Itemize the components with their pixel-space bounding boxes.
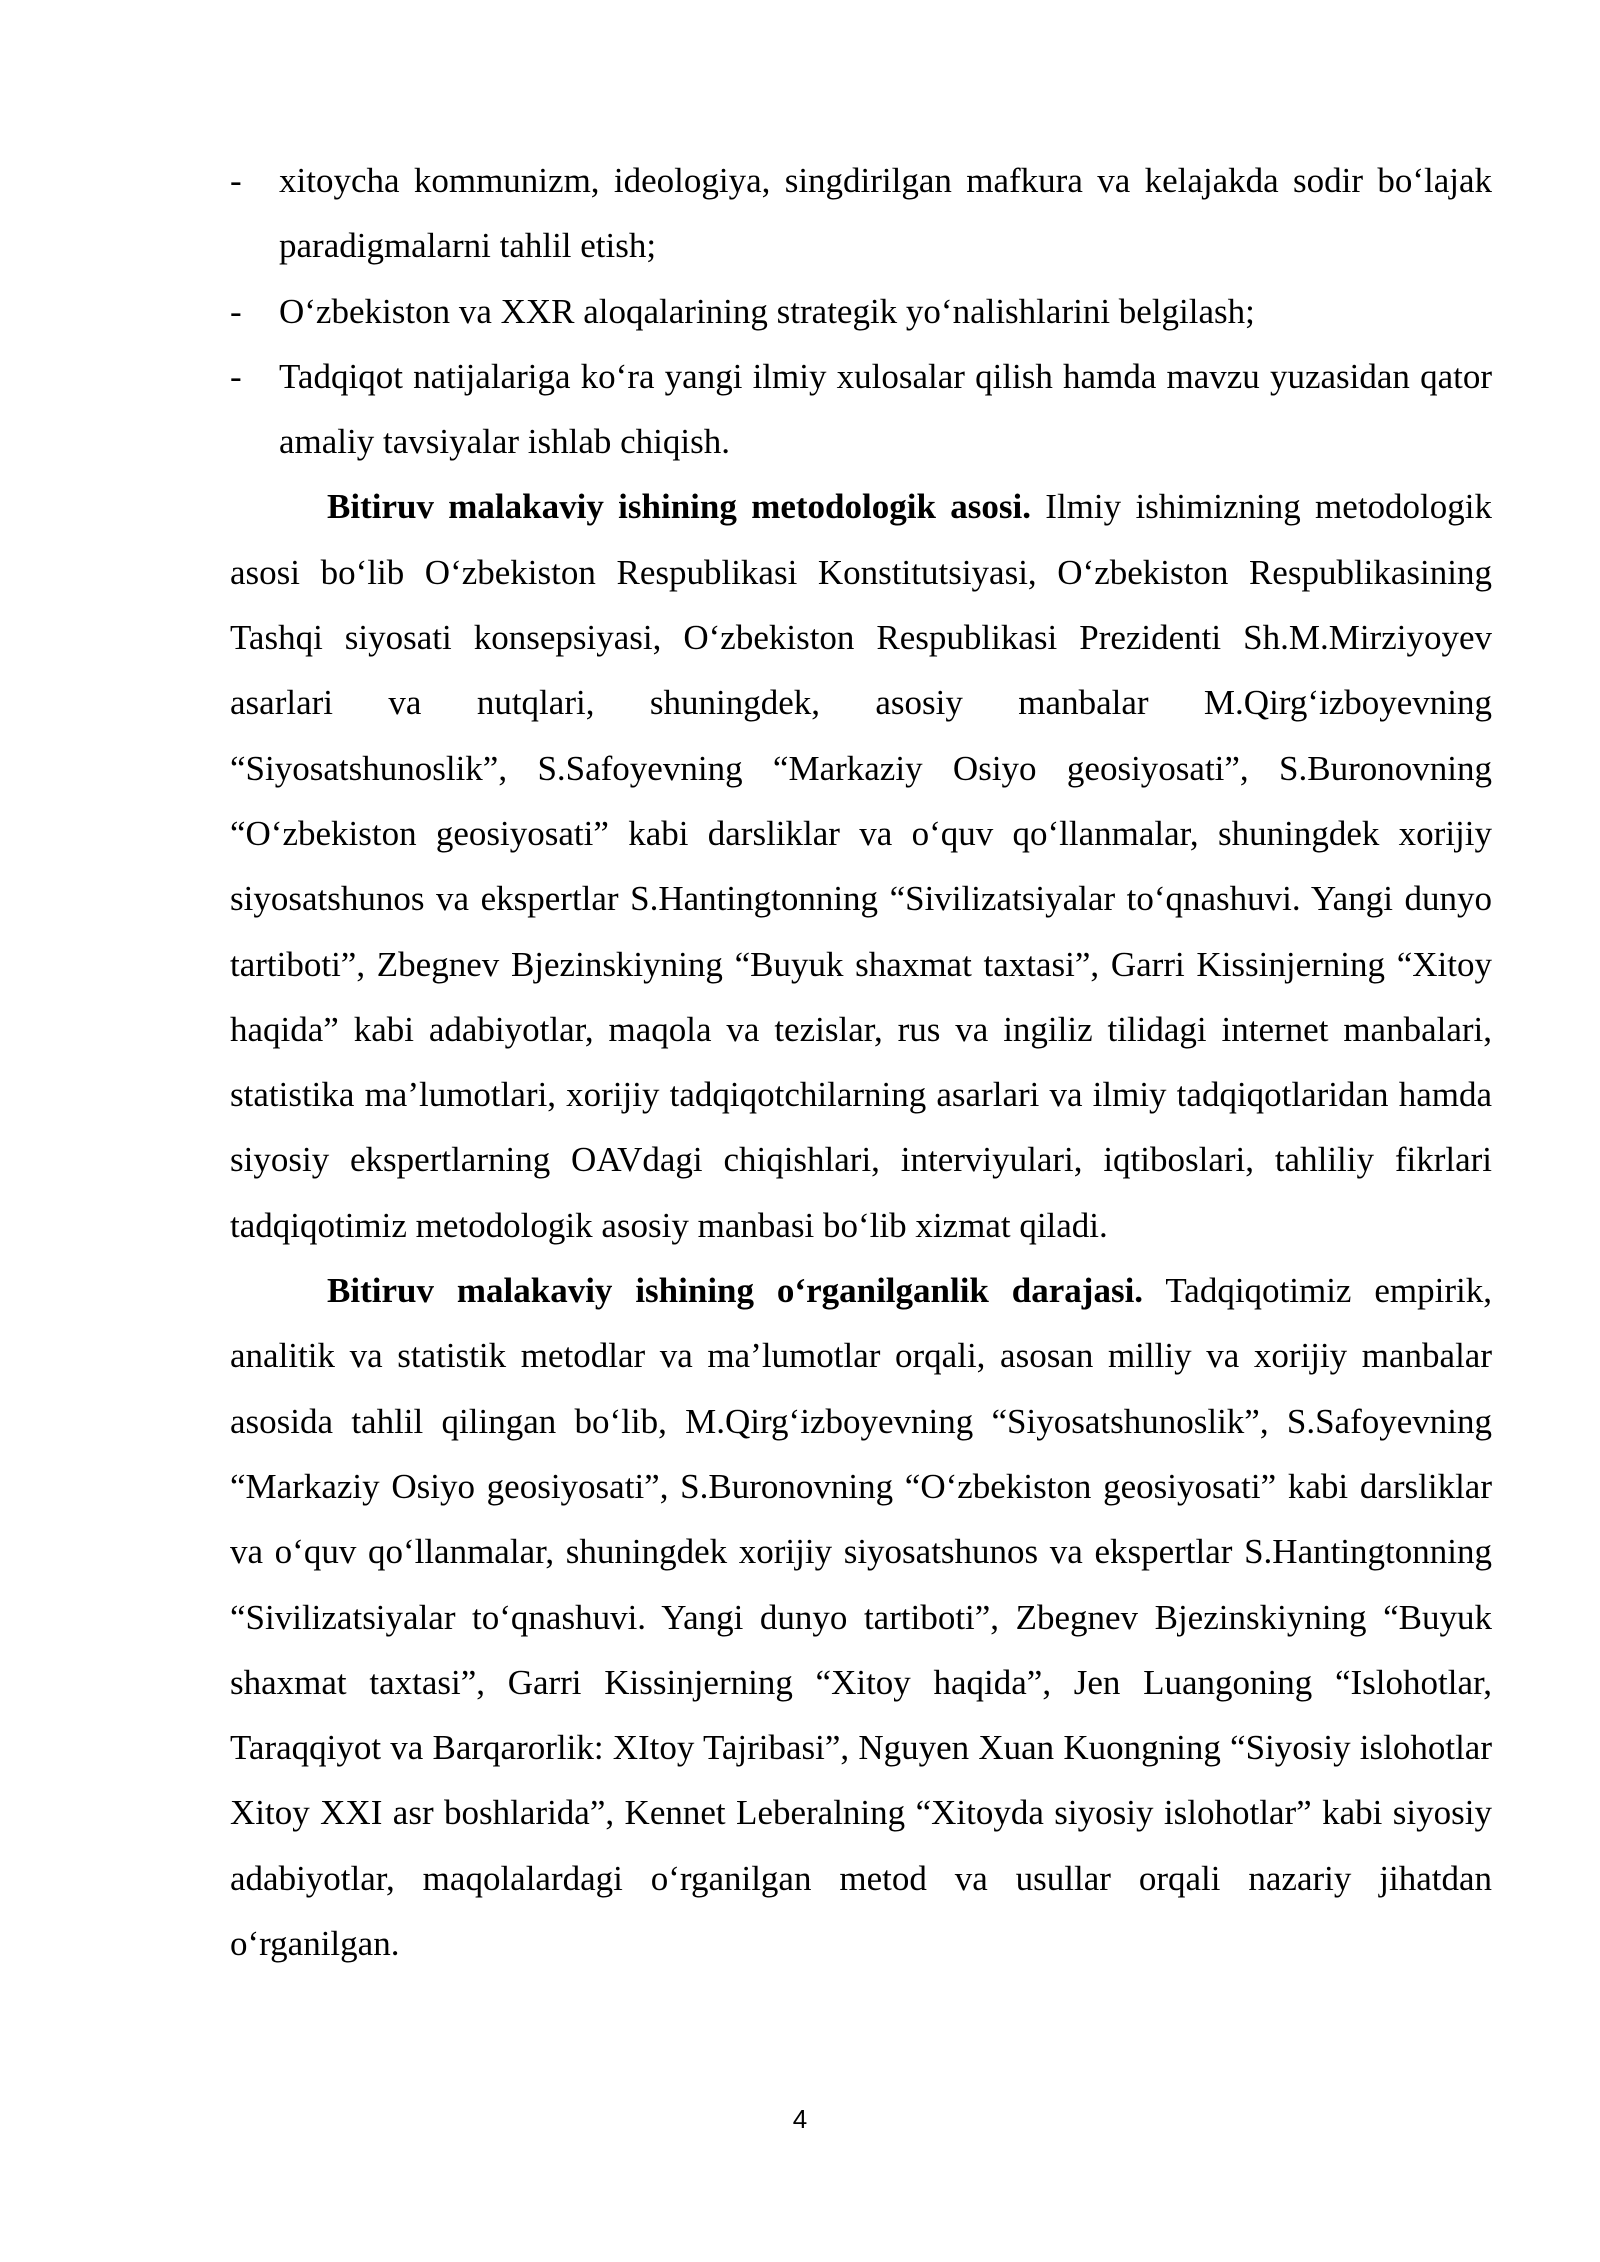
list-item xyxy=(230,148,1492,279)
list-item-text: Tadqiqot natijalariga ko‘ra yangi ilmiy xulosalar qilish hamda mavzu yuzasidan qator amaliy tavsiyalar ishlab chiqish. xyxy=(279,356,1492,462)
list-item-text: xitoycha kommunizm, ideologiya, singdirilgan mafkura va kelajakda sodir bo‘lajak paradigmalarni tahlil etish; xyxy=(279,161,1492,266)
paragraph-heading: Bitiruv malakaviy ishining o‘rganilganlik darajasi. xyxy=(327,1271,1144,1311)
paragraph-methodology xyxy=(230,474,1492,1258)
list-item-text: O‘zbekiston va XXR aloqalarining strategik yo‘nalishlarini belgilash; xyxy=(279,291,1255,331)
paragraph-study-level xyxy=(230,1258,1492,1976)
document-body xyxy=(230,148,1492,1976)
list-item xyxy=(230,279,1492,344)
paragraph-text: Tadqiqotimiz empirik, analitik va statistik metodlar va ma’lumotlar orqali, asosan milliy va xorijiy manbalar asosida tahlil qilingan bo‘lib, M.Qirg‘izboyevning “Siyosatshunoslik”, S.Safoyevning “Markaziy Osiyo geosiyosati”, S.Buronovning “O‘zbekiston geosiyosati” kabi darsliklar va o‘quv qo‘llanmalar, shuningdek xorijiy siyosatshunos va ekspertlar S.Hantingtonning “Sivilizatsiyalar to‘qnashuvi. Yangi dunyo tartiboti”, Zbegnev Bjezinskiyning “Buyuk shaxmat taxtasi”, Garri Kissinjerning “Xitoy haqida”, Jen Luangoning “Islohotlar, Taraqqiyot va Barqarorlik: XItoy Tajribasi”, Nguyen Xuan Kuongning “Siyosiy islohotlar Xitoy XXI asr boshlarida”, Kennet Leberalning “Xitoyda siyosiy islohotlar” kabi siyosiy adabiyotlar, maqolalardagi o‘rganilgan metod va usullar orqali nazariy jihatdan o‘rganilgan. xyxy=(230,1271,1492,1964)
page-number: 4 xyxy=(792,2104,808,2134)
list-marker: - xyxy=(230,291,242,331)
list-item xyxy=(230,344,1492,475)
list-marker: - xyxy=(230,356,242,396)
paragraph-text: Ilmiy ishimizning metodologik asosi bo‘lib O‘zbekiston Respublikasi Konstitutsiyasi, O‘zbekiston Respublikasining Tashqi siyosati konsepsiyasi, O‘zbekiston Respublikasi Prezidenti Sh.M.Mirziyoyev asarlari va nutqlari, shuningdek, asosiy manbalar M.Qirg‘izboyevning “Siyosatshunoslik”, S.Safoyevning “Markaziy Osiyo geosiyosati”, S.Buronovning “O‘zbekiston geosiyosati” kabi darsliklar va o‘quv qo‘llanmalar, shuningdek xorijiy siyosatshunos va ekspertlar S.Hantingtonning “Sivilizatsiyalar to‘qnashuvi. Yangi dunyo tartiboti”, Zbegnev Bjezinskiyning “Buyuk shaxmat taxtasi”, Garri Kissinjerning “Xitoy haqida” kabi adabiyotlar, maqola va tezislar, rus va ingiliz tilidagi internet manbalari, statistika ma’lumotlari, xorijiy tadqiqotchilarning asarlari va ilmiy tadqiqotlaridan hamda siyosiy ekspertlarning OAVdagi chiqishlari, interviyulari, iqtiboslari, tahliliy fikrlari tadqiqotimiz metodologik asosiy manbasi bo‘lib xizmat qiladi. xyxy=(230,487,1492,1245)
paragraph-heading: Bitiruv malakaviy ishining metodologik asosi. xyxy=(327,487,1031,527)
list-marker: - xyxy=(230,161,242,200)
